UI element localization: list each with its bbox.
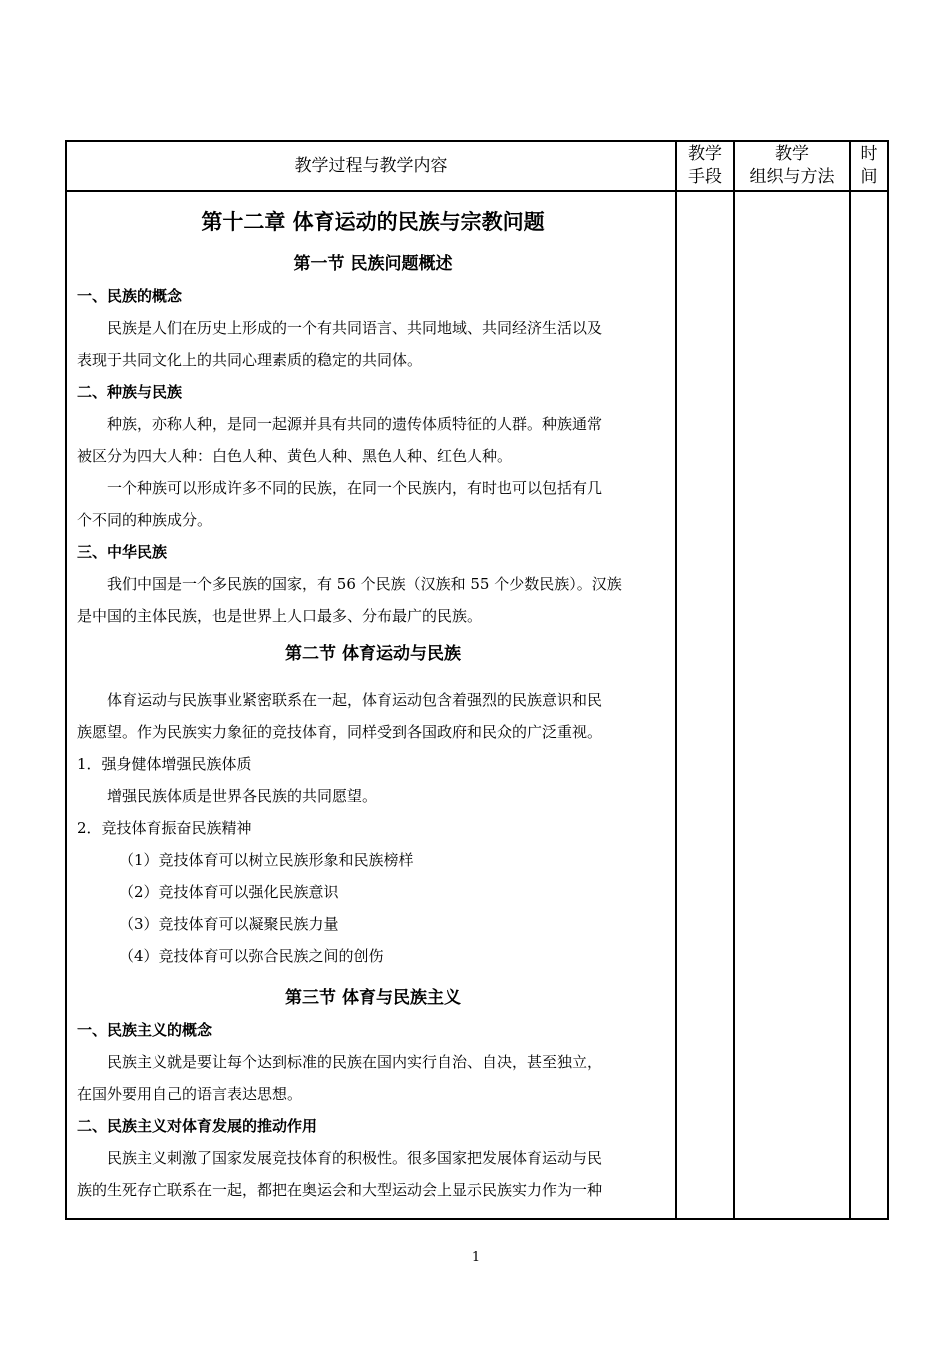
s1-para-4a: 我们中国是一个多民族的国家，有 56 个民族（汉族和 55 个少数民族）。汉族	[107, 575, 622, 593]
section-1-title: 第一节 民族问题概述	[293, 254, 453, 274]
header-time-line2: 间	[860, 167, 878, 187]
means-cell	[676, 191, 734, 1219]
table-header-row	[66, 141, 888, 191]
s2-sub-2: （2）竞技体育可以强化民族意识	[119, 883, 339, 901]
time-cell	[850, 191, 888, 1219]
spacer	[77, 670, 669, 684]
header-time	[850, 141, 888, 191]
s3-para-1b: 在国外要用自己的语言表达思想。	[77, 1085, 303, 1103]
s3-heading-2: 二、民族主义对体育发展的推动作用	[77, 1117, 318, 1135]
header-means-line1: 教学	[688, 144, 722, 164]
s2-sub-1: （1）竞技体育可以树立民族形象和民族榜样	[119, 851, 414, 869]
s1-heading-3: 三、中华民族	[77, 543, 168, 561]
s1-heading-2: 二、种族与民族	[77, 383, 183, 401]
s1-para-2b: 被区分为四大人种：白色人种、黄色人种、黑色人种、红色人种。	[77, 447, 513, 465]
header-time-line1: 时	[860, 144, 878, 164]
s2-item-1: 1．强身健体增强民族体质	[77, 755, 252, 773]
s1-para-1a: 民族是人们在历史上形成的一个有共同语言、共同地域、共同经济生活以及	[107, 319, 603, 337]
method-cell	[734, 191, 850, 1219]
s2-para-1b: 族愿望。作为民族实力象征的竞技体育，同样受到各国政府和民众的广泛重视。	[77, 723, 603, 741]
s1-para-3a: 一个种族可以形成许多不同的民族，在同一个民族内，有时也可以包括有几	[107, 479, 603, 497]
lesson-plan-table	[65, 140, 889, 1220]
section-3-title: 第三节 体育与民族主义	[285, 988, 461, 1008]
page-number: 1	[471, 1250, 481, 1265]
section-2-title: 第二节 体育运动与民族	[285, 644, 461, 664]
s1-para-2a: 种族，亦称人种，是同一起源并具有共同的遗传体质特征的人群。种族通常	[107, 415, 603, 433]
header-method-line2: 组织与方法	[749, 167, 835, 187]
s1-para-1b: 表现于共同文化上的共同心理素质的稳定的共同体。	[77, 351, 423, 369]
header-means	[676, 141, 734, 191]
s2-item-1-text: 增强民族体质是世界各民族的共同愿望。	[107, 787, 378, 805]
s3-para-2b: 族的生死存亡联系在一起，都把在奥运会和大型运动会上显示民族实力作为一种	[77, 1181, 603, 1199]
s3-heading-1: 一、民族主义的概念	[77, 1021, 213, 1039]
s2-sub-3: （3）竞技体育可以凝聚民族力量	[119, 915, 339, 933]
header-content-label: 教学过程与教学内容	[294, 155, 448, 176]
s2-para-1a: 体育运动与民族事业紧密联系在一起，体育运动包含着强烈的民族意识和民	[107, 691, 603, 709]
header-method-line1: 教学	[775, 144, 809, 164]
s1-para-4b: 是中国的主体民族，也是世界上人口最多、分布最广的民族。	[77, 607, 483, 625]
s2-sub-4: （4）竞技体育可以弥合民族之间的创伤	[119, 947, 384, 965]
s1-heading-1: 一、民族的概念	[77, 287, 183, 305]
header-means-line2: 手段	[688, 167, 722, 187]
s3-para-1a: 民族主义就是要让每个达到标准的民族在国内实行自治、自决，甚至独立，	[107, 1053, 603, 1071]
s3-para-2a: 民族主义刺激了国家发展竞技体育的积极性。很多国家把发展体育运动与民	[107, 1149, 603, 1167]
s2-item-2: 2．竞技体育振奋民族精神	[77, 819, 252, 837]
chapter-title: 第十二章 体育运动的民族与宗教问题	[201, 209, 545, 234]
header-method	[734, 141, 850, 191]
s1-para-3b: 个不同的种族成分。	[77, 511, 213, 529]
content-cell	[66, 191, 676, 1219]
header-content	[66, 141, 676, 191]
table-body-row	[66, 191, 888, 1219]
